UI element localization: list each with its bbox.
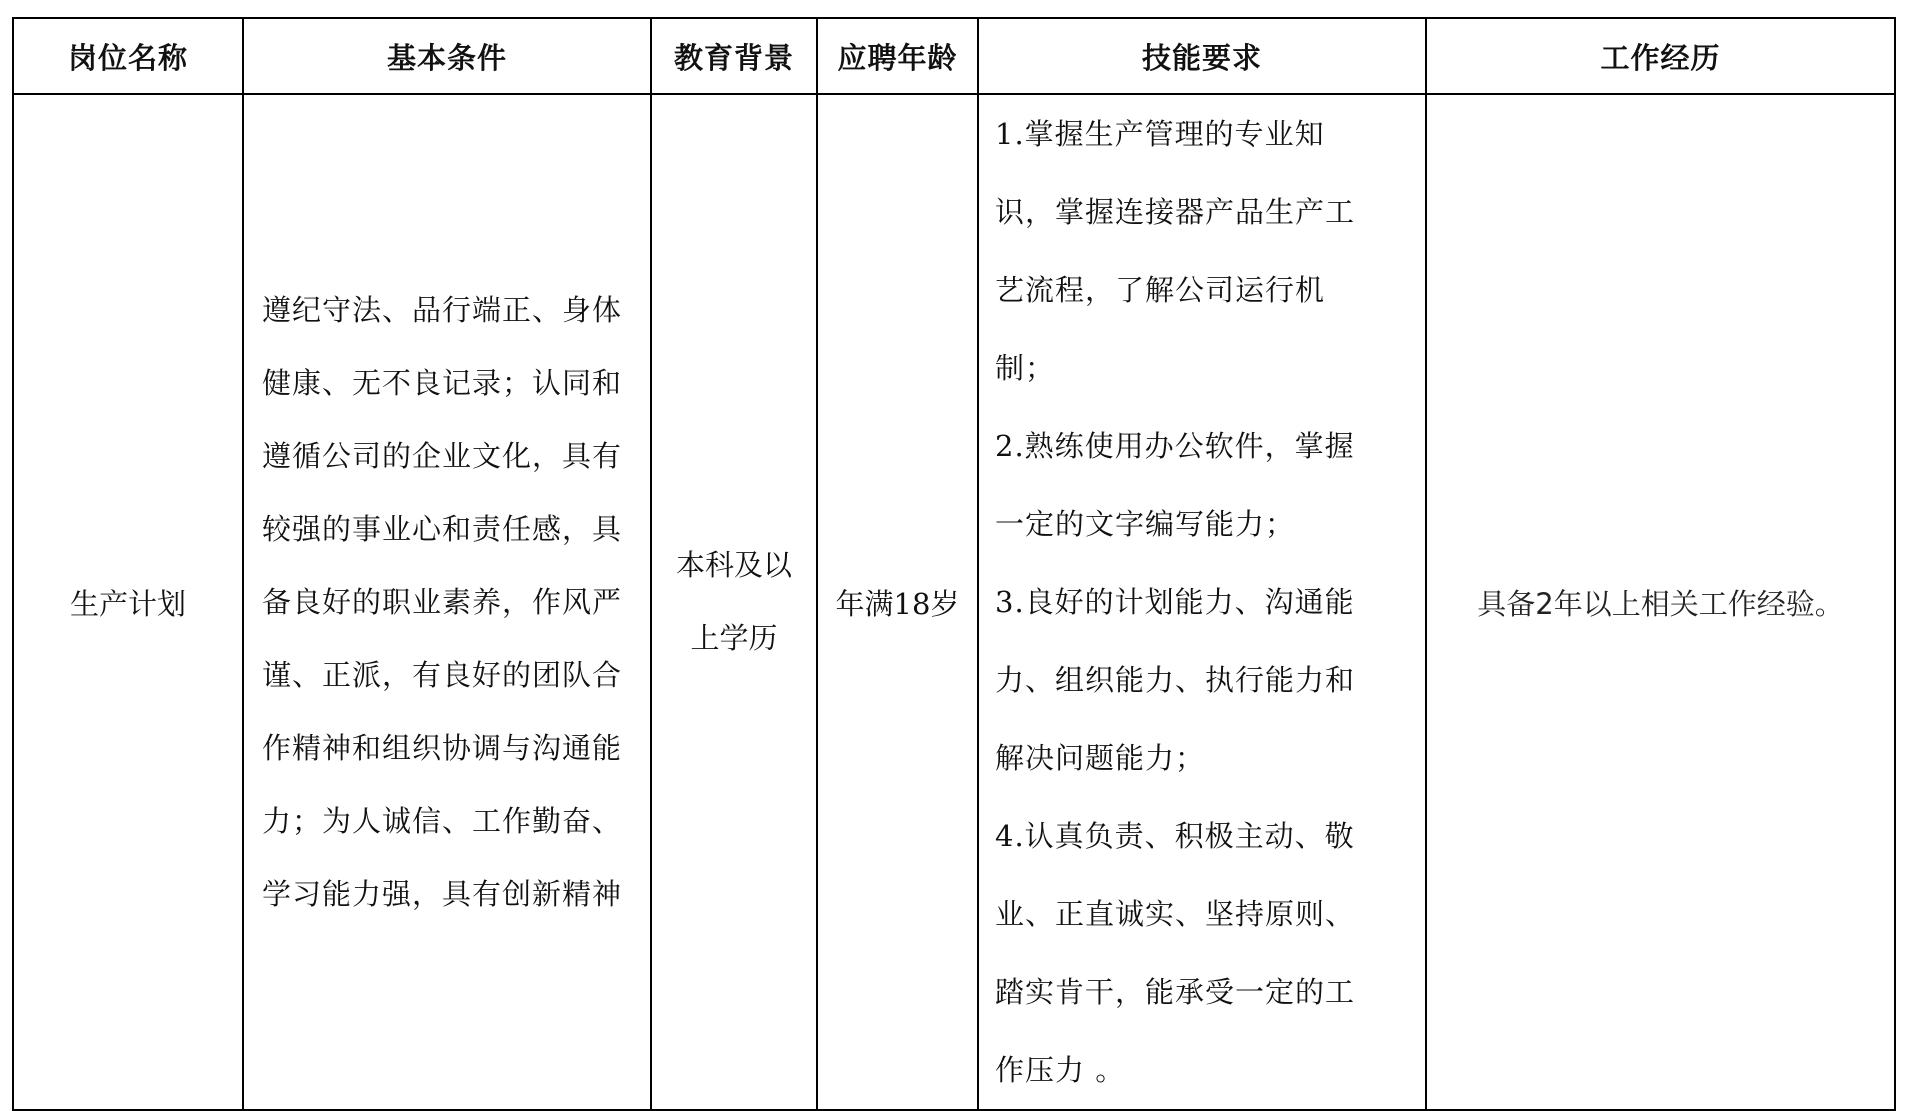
header-education: 教育背景 [651, 18, 817, 94]
skills-line: 力、组织能力、执行能力和 [995, 663, 1356, 697]
position-cell: 生产计划 [13, 94, 243, 1110]
basic-conditions-line: 作精神和组织协调与沟通能 [262, 730, 623, 765]
education-cell [651, 94, 817, 1110]
basic-conditions-text [244, 274, 650, 931]
skills-line: 解决问题能力； [995, 741, 1206, 775]
skills-line: 识，掌握连接器产品生产工 [995, 195, 1356, 229]
skills-line: 踏实肯干，能承受一定的工 [995, 975, 1356, 1009]
basic-conditions-line: 健康、无不良记录；认同和 [262, 365, 623, 400]
job-requirements-table [12, 17, 1896, 1111]
basic-conditions-line: 遵纪守法、品行端正、身体 [262, 292, 623, 327]
education-text [652, 529, 816, 675]
basic-conditions-line: 备良好的职业素养，作风严 [262, 584, 623, 619]
header-position: 岗位名称 [13, 18, 243, 94]
experience-cell: 具备2年以上相关工作经验。 [1426, 94, 1895, 1110]
table-header-row [13, 18, 1895, 94]
skills-line: 3.良好的计划能力、沟通能 [995, 585, 1355, 619]
skills-line: 制； [995, 351, 1056, 385]
basic-conditions-line: 学习能力强，具有创新精神 [262, 876, 623, 911]
skills-line: 1.掌握生产管理的专业知 [995, 117, 1325, 151]
age-cell: 年满18岁 [817, 94, 978, 1110]
skills-line: 2.熟练使用办公软件，掌握 [995, 429, 1355, 463]
basic-conditions-cell [243, 94, 651, 1110]
skills-cell [978, 94, 1426, 1110]
table-row [13, 94, 1895, 1110]
education-line: 本科及以 [675, 548, 792, 582]
basic-conditions-line: 力；为人诚信、工作勤奋、 [262, 803, 623, 838]
skills-line: 4.认真负责、积极主动、敬 [995, 819, 1355, 853]
skills-line: 艺流程，了解公司运行机 [995, 273, 1326, 307]
skills-line: 业、正直诚实、坚持原则、 [995, 897, 1356, 931]
basic-conditions-line: 谨、正派，有良好的团队合 [262, 657, 623, 692]
skills-text [979, 95, 1425, 1109]
header-experience: 工作经历 [1426, 18, 1895, 94]
basic-conditions-line: 遵循公司的企业文化，具有 [262, 438, 623, 473]
header-basic-conditions: 基本条件 [243, 18, 651, 94]
education-line: 上学历 [690, 621, 778, 655]
basic-conditions-line: 较强的事业心和责任感，具 [262, 511, 623, 546]
skills-line: 作压力 。 [995, 1053, 1126, 1087]
header-age: 应聘年龄 [817, 18, 978, 94]
header-skills: 技能要求 [978, 18, 1426, 94]
skills-line: 一定的文字编写能力； [995, 507, 1296, 541]
